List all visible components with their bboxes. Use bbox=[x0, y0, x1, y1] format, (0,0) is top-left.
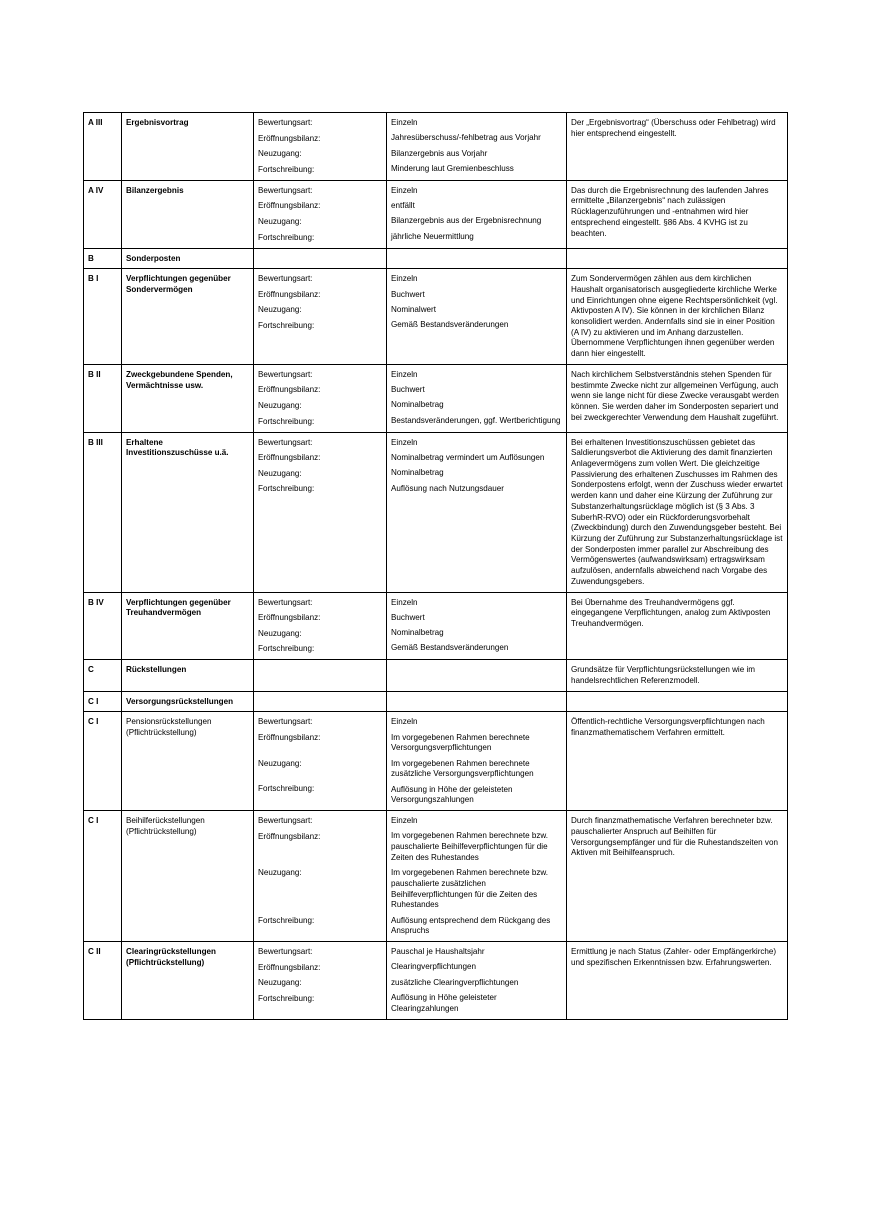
table-row bbox=[84, 248, 788, 269]
field-value: Auflösung in Höhe geleisteter Clearingzahlungen bbox=[391, 992, 497, 1013]
field-label: Bewertungsart: bbox=[258, 816, 313, 826]
position-code: C II bbox=[84, 941, 122, 1019]
field-label: Eröffnungsbilanz: bbox=[258, 289, 321, 299]
position-title: Erhaltene Investitionszuschüsse u.ä. bbox=[122, 432, 254, 592]
field-value: Bilanzergebnis aus Vorjahr bbox=[391, 148, 488, 158]
table-row bbox=[84, 592, 788, 660]
table-row bbox=[84, 811, 788, 942]
position-description: Ermittlung je nach Status (Zahler- oder Empfängerkirche) und spezifischen Erkenntnissen bzw. Erfahrungswerten. bbox=[567, 941, 788, 1019]
field-value: Einzeln bbox=[391, 118, 418, 127]
field-label: Fortschreibung: bbox=[258, 993, 315, 1003]
field-values bbox=[387, 113, 567, 181]
table-row bbox=[84, 660, 788, 691]
field-value: Nominalbetrag bbox=[391, 468, 444, 478]
position-code: C I bbox=[84, 691, 122, 712]
field-label: Eröffnungsbilanz: bbox=[258, 613, 321, 623]
position-code: B II bbox=[84, 364, 122, 432]
table-row bbox=[84, 180, 788, 248]
position-description: Nach kirchlichem Selbstverständnis stehen Spenden für bestimmte Zwecke nicht zur allgemeinen Verfügung, auch wenn sie lange nicht für diese Zwecke verausgabt werden können. Sie werden daher im Sonderposten separiert und bei zweckgerechter Verwendung dem Haushalt zugeführt. bbox=[567, 364, 788, 432]
field-label: Neuzugang: bbox=[258, 978, 302, 988]
field-label: Fortschreibung: bbox=[258, 232, 315, 242]
field-labels bbox=[254, 691, 387, 712]
field-labels bbox=[254, 180, 387, 248]
field-labels bbox=[254, 941, 387, 1019]
field-values bbox=[387, 180, 567, 248]
field-values bbox=[387, 269, 567, 365]
field-value: Gemäß Bestandsveränderungen bbox=[391, 320, 509, 330]
field-labels bbox=[254, 269, 387, 365]
position-code: C bbox=[84, 660, 122, 691]
position-description: Bei Übernahme des Treuhandvermögens ggf. eingegangene Verpflichtungen, analog zum Aktivposten Treuhandvermögen. bbox=[567, 592, 788, 660]
field-label: Bewertungsart: bbox=[258, 118, 313, 127]
position-title: Verpflichtungen gegenüber Sondervermögen bbox=[122, 269, 254, 365]
field-label: Bewertungsart: bbox=[258, 369, 313, 379]
position-code: B bbox=[84, 248, 122, 269]
field-value: Nominalbetrag vermindert um Auflösungen bbox=[391, 452, 545, 462]
position-code: B III bbox=[84, 432, 122, 592]
position-title: Versorgungsrückstellungen bbox=[122, 691, 254, 712]
position-description bbox=[567, 691, 788, 712]
field-label: Fortschreibung: bbox=[258, 915, 315, 925]
field-label: Bewertungsart: bbox=[258, 274, 313, 284]
field-value: Nominalbetrag bbox=[391, 400, 444, 410]
position-code: A IV bbox=[84, 180, 122, 248]
field-labels bbox=[254, 660, 387, 691]
field-value: Einzeln bbox=[391, 597, 418, 607]
position-description: Bei erhaltenen Investitionszuschüssen gebietet das Saldierungsverbot die Aktivierung des damit finanzierten Anlagevermögens zum vollen Wert. Die gleichzeitige Passivierung des erhaltenen Zuschusses im Rahmen des Sonderpostens erfolgt, wenn der Zuschuss wieder erwartet werden kann und daher eine Kürzung der Zuführung zur Substanzerhaltungsrücklage möglich ist (§ 3 Abs. 3 SuberhR-RVO) oder ein Rückforderungsvorbehalt (Zweckbindung) durch den Zuwendungsgeber besteht. Bei Kürzung der Zuführung zur Substanzerhaltungsrücklage ist der Sonderposten immer parallel zur Abschreibung des Vermögenswertes (aufwandswirksam) ertragswirksam aufzulösen, andernfalls abweichend nach Vorgabe des Zuwendungsgebers. bbox=[567, 432, 788, 592]
field-label: Bewertungsart: bbox=[258, 437, 313, 447]
field-value: zusätzliche Clearingverpflichtungen bbox=[391, 977, 519, 987]
field-label: Bewertungsart: bbox=[258, 185, 313, 195]
field-label: Eröffnungsbilanz: bbox=[258, 831, 321, 841]
table-row bbox=[84, 432, 788, 592]
field-values bbox=[387, 811, 567, 942]
table-row bbox=[84, 113, 788, 181]
position-title: Ergebnisvortrag bbox=[122, 113, 254, 181]
field-label: Eröffnungsbilanz: bbox=[258, 133, 321, 143]
field-label: Eröffnungsbilanz: bbox=[258, 385, 321, 395]
field-value: Buchwert bbox=[391, 289, 425, 299]
field-value: Einzeln bbox=[391, 369, 418, 379]
position-title: Zweckgebundene Spenden, Vermächtnisse usw. bbox=[122, 364, 254, 432]
position-code: B I bbox=[84, 269, 122, 365]
field-value: Jahresüberschuss/-fehlbetrag aus Vorjahr bbox=[391, 133, 541, 143]
field-label: Fortschreibung: bbox=[258, 644, 315, 654]
field-label: Bewertungsart: bbox=[258, 597, 313, 607]
position-description bbox=[567, 248, 788, 269]
field-values bbox=[387, 248, 567, 269]
field-label: Neuzugang: bbox=[258, 216, 302, 226]
field-values bbox=[387, 364, 567, 432]
position-title: Pensionsrückstellungen (Pflichtrückstellung) bbox=[122, 712, 254, 811]
field-value: Auflösung nach Nutzungsdauer bbox=[391, 483, 504, 493]
field-values bbox=[387, 712, 567, 811]
field-value: Bilanzergebnis aus der Ergebnisrechnung bbox=[391, 216, 542, 226]
position-title: Clearingrückstellungen (Pflichtrückstellung) bbox=[122, 941, 254, 1019]
field-value: Im vorgegebenen Rahmen berechnete Versorgungsverpflichtungen bbox=[391, 732, 530, 753]
field-value: Einzeln bbox=[391, 717, 418, 727]
field-value: Im vorgegebenen Rahmen berechnete zusätzliche Versorgungsverpflichtungen bbox=[391, 758, 534, 779]
field-values bbox=[387, 432, 567, 592]
field-labels bbox=[254, 592, 387, 660]
field-value: entfällt bbox=[391, 201, 415, 211]
table-row bbox=[84, 364, 788, 432]
position-description: Zum Sondervermögen zählen aus dem kirchlichen Haushalt organisatorisch ausgegliederte kirchliche Werke und Einrichtungen ohne eigene Rechtspersönlichkeit (vgl. Aktivposten A IV). Sie können in der kirchlichen Bilanz konsolidiert werden. Andernfalls sind sie in einer Position (A IV) zu aktivieren und im Anhang darzustellen. Übernommene Verpflichtungen ihnen gegenüber werden dann hier eingestellt. bbox=[567, 269, 788, 365]
position-code: A III bbox=[84, 113, 122, 181]
field-label: Bewertungsart: bbox=[258, 946, 313, 956]
table-row bbox=[84, 691, 788, 712]
field-label: Fortschreibung: bbox=[258, 784, 315, 794]
position-code: C I bbox=[84, 811, 122, 942]
position-description: Das durch die Ergebnisrechnung des laufenden Jahres ermittelte „Bilanzergebnis“ nach zulässigen Rücklagenzuführungen und -entnahmen wird hier entsprechend eingestellt. §86 Abs. 4 KVHG ist zu beachten. bbox=[567, 180, 788, 248]
field-label: Neuzugang: bbox=[258, 628, 302, 638]
position-title: Beihilferückstellungen (Pflichtrückstellung) bbox=[122, 811, 254, 942]
table-body bbox=[84, 113, 788, 1020]
balance-sheet-table bbox=[83, 112, 788, 1020]
position-description: Durch finanzmathematische Verfahren berechneter bzw. pauschalierter Anspruch auf Beihilfen für Versorgungsempfänger und für die Ruhestandszeiten von Aktiven mit Beihilfeanspruch. bbox=[567, 811, 788, 942]
field-labels bbox=[254, 113, 387, 181]
field-value: Pauschal je Haushaltsjahr bbox=[391, 946, 485, 956]
field-label: Fortschreibung: bbox=[258, 321, 315, 331]
field-value: Clearingverpflichtungen bbox=[391, 962, 477, 972]
field-label: Neuzugang: bbox=[258, 401, 302, 411]
field-label: Neuzugang: bbox=[258, 149, 302, 159]
field-labels bbox=[254, 248, 387, 269]
field-value: Nominalbetrag bbox=[391, 628, 444, 638]
field-value: Nominalwert bbox=[391, 304, 436, 314]
table-row bbox=[84, 712, 788, 811]
field-labels bbox=[254, 712, 387, 811]
field-value: Buchwert bbox=[391, 612, 425, 622]
field-labels bbox=[254, 364, 387, 432]
field-values bbox=[387, 660, 567, 691]
position-title: Sonderposten bbox=[122, 248, 254, 269]
field-value: Im vorgegebenen Rahmen berechnete bzw. pauschalierte zusätzlichen Beihilfeverpflichtungen für die Zeiten des Ruhestandes bbox=[391, 868, 549, 910]
field-label: Eröffnungsbilanz: bbox=[258, 733, 321, 742]
field-label: Eröffnungsbilanz: bbox=[258, 962, 321, 972]
field-label: Fortschreibung: bbox=[258, 416, 315, 426]
position-description: Öffentlich-rechtliche Versorgungsverpflichtungen nach finanzmathematischem Verfahren ermittelt. bbox=[567, 712, 788, 811]
field-label: Bewertungsart: bbox=[258, 717, 313, 727]
field-values bbox=[387, 941, 567, 1019]
field-values bbox=[387, 691, 567, 712]
table-row bbox=[84, 941, 788, 1019]
position-description: Grundsätze für Verpflichtungsrückstellungen wie im handelsrechtlichen Referenzmodell. bbox=[567, 660, 788, 691]
table-row bbox=[84, 269, 788, 365]
field-value: Einzeln bbox=[391, 437, 418, 447]
field-labels bbox=[254, 811, 387, 942]
field-label: Fortschreibung: bbox=[258, 484, 315, 494]
field-label: Eröffnungsbilanz: bbox=[258, 453, 321, 463]
position-code: B IV bbox=[84, 592, 122, 660]
field-value: Gemäß Bestandsveränderungen bbox=[391, 643, 509, 653]
field-label: Neuzugang: bbox=[258, 758, 302, 768]
field-value: Buchwert bbox=[391, 385, 425, 395]
field-value: Einzeln bbox=[391, 274, 418, 284]
field-value: Auflösung in Höhe der geleisteten Versorgungszahlungen bbox=[391, 784, 513, 805]
field-value: Einzeln bbox=[391, 816, 418, 826]
field-value: Minderung laut Gremienbeschluss bbox=[391, 163, 514, 173]
field-value: Einzeln bbox=[391, 185, 418, 195]
position-title: Verpflichtungen gegenüber Treuhandvermögen bbox=[122, 592, 254, 660]
field-values bbox=[387, 592, 567, 660]
position-code: C I bbox=[84, 712, 122, 811]
field-label: Fortschreibung: bbox=[258, 164, 315, 174]
field-value: Bestandsveränderungen, ggf. Wertberichtigung bbox=[391, 415, 561, 425]
field-labels bbox=[254, 432, 387, 592]
position-title: Rückstellungen bbox=[122, 660, 254, 691]
position-title: Bilanzergebnis bbox=[122, 180, 254, 248]
field-value: jährliche Neuermittlung bbox=[391, 231, 474, 241]
field-label: Eröffnungsbilanz: bbox=[258, 201, 321, 211]
field-label: Neuzugang: bbox=[258, 468, 302, 478]
field-value: Im vorgegebenen Rahmen berechnete bzw. pauschalierte Beihilfeverpflichtungen für die Zeiten des Ruhestandes bbox=[391, 831, 549, 862]
field-value: Auflösung entsprechend dem Rückgang des Anspruchs bbox=[391, 915, 551, 936]
field-label: Neuzugang: bbox=[258, 305, 302, 315]
field-label: Neuzugang: bbox=[258, 868, 302, 878]
position-description: Der „Ergebnisvortrag“ (Überschuss oder Fehlbetrag) wird hier entsprechend eingestellt. bbox=[567, 113, 788, 181]
